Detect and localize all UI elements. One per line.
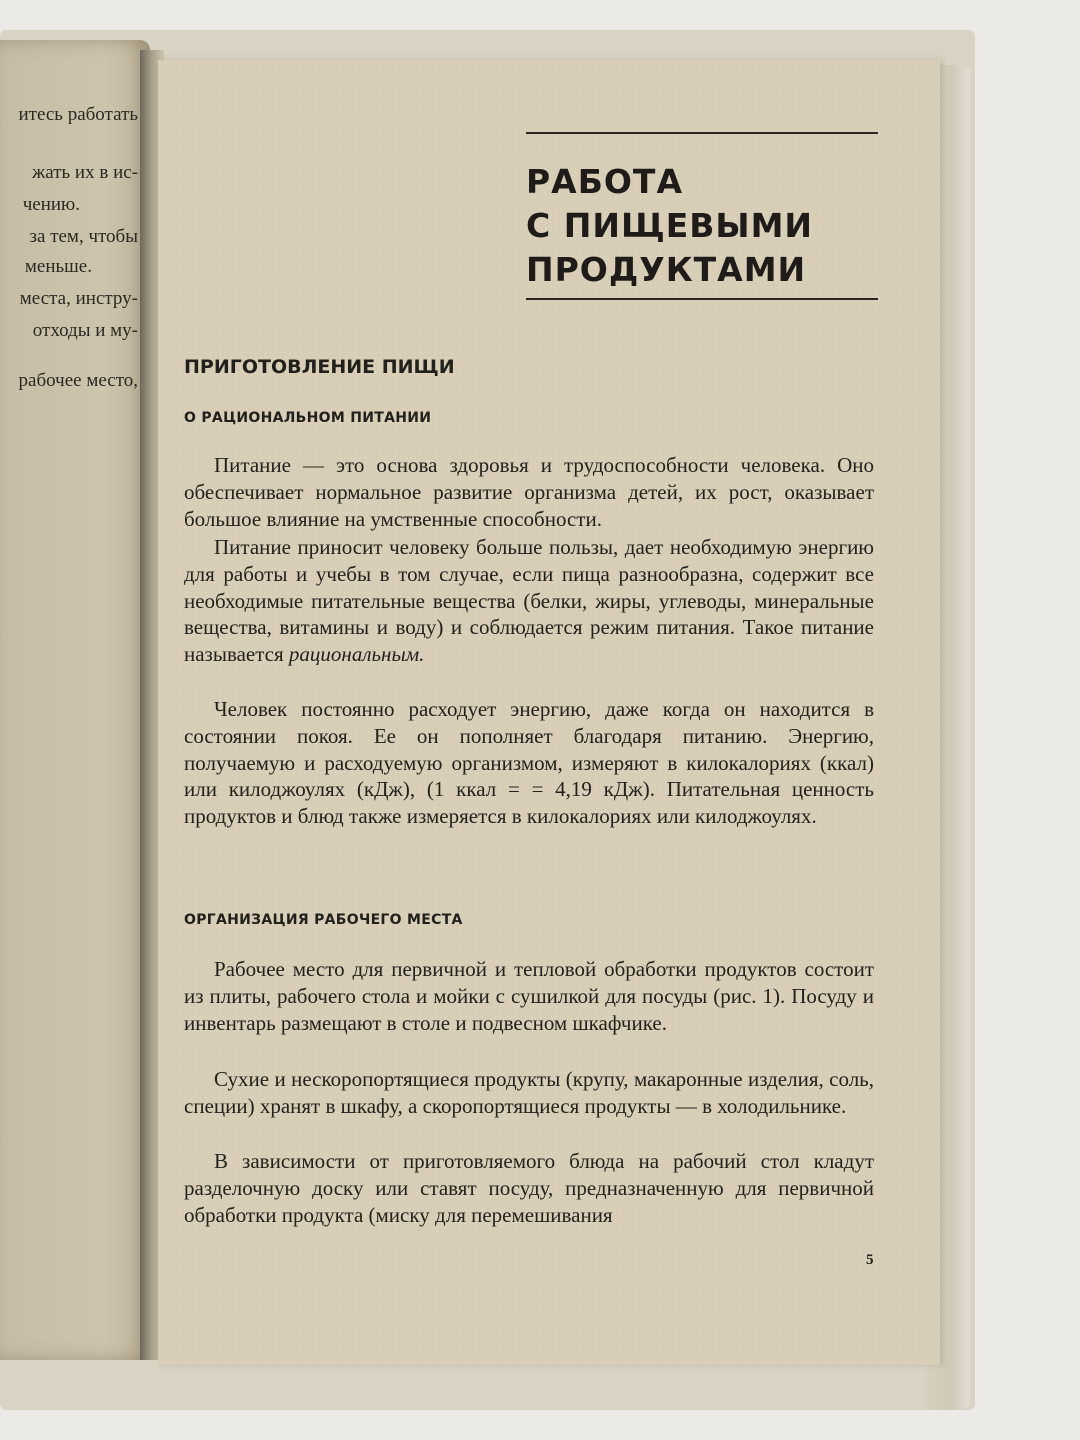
left-page [0,40,150,1360]
paragraph [184,452,874,532]
paragraph-text: Рабочее место для первичной и тепловой обработки продуктов состоит из плиты, рабочего стола и мойки с сушилкой для посуды (рис. 1). Посуду и инвентарь размещают в столе и подвесном шкафчике. [184,957,874,1035]
paragraph [184,1148,874,1228]
page-number: 5 [866,1252,874,1268]
paragraph [184,956,874,1036]
section-heading-rational-nutrition: О РАЦИОНАЛЬНОМ ПИТАНИИ [184,410,432,426]
left-page-line: итесь работать [18,104,138,125]
left-page-line: за тем, чтобы [29,226,138,247]
chapter-title-line: ПРОДУКТАМИ [526,250,807,289]
right-page [158,60,940,1365]
left-page-line: меньше. [24,256,92,277]
chapter-title [526,160,878,292]
paragraph-text: Питание — это основа здоровья и трудоспособности человека. Оно обеспечивает нормальное развитие организма детей, их рост, оказывает большое влияние на умственные способности. [184,453,874,531]
paragraph [184,534,874,668]
paragraph-text: Сухие и нескоропортящиеся продукты (крупу, макаронные изделия, соль, специи) хранят в шкафу, а скоропортящиеся продукты — в холодильнике. [184,1067,874,1118]
paragraph-text: Человек постоянно расходует энергию, даже когда он находится в состоянии покоя. Ее он пополняет благодаря питанию. Энергию, получаемую и расходуемую организмом, измеряют в килокалориях (ккал) или килоджоулях (кДж), (1 ккал = = 4,19 кДж). Питательная ценность продуктов и блюд также измеряется в килокалориях или килоджоулях. [184,697,874,829]
chapter-title-line: РАБОТА [526,162,683,201]
left-page-line: отходы и му- [32,320,138,341]
left-page-line: чению. [22,194,80,215]
emphasized-term: рациональным. [288,642,425,667]
paragraph-text-run: Питание приносит человеку больше пользы, дает необходимую энергию для работы и учебы в том случае, если пища разнообразна, содержит все необходимые питательные вещества (белки, жиры, углеводы, минеральные вещества, витамины и воду) и соблюдается режим питания. Такое питание называется [184,535,874,667]
left-page-line: жать их в ис- [32,162,138,183]
paragraph [184,1066,874,1120]
section-heading-workplace: ОРГАНИЗАЦИЯ РАБОЧЕГО МЕСТА [184,912,463,928]
left-page-line: места, инстру- [19,288,138,309]
paragraph-text [184,534,874,668]
paragraph-text: В зависимости от приготовляемого блюда на рабочий стол кладут разделочную доску или ставят посуду, предназначенную для первичной обработки продукта (миску для перемешивания [184,1149,874,1227]
chapter-title-block [526,132,878,300]
section-heading-food-preparation: ПРИГОТОВЛЕНИЕ ПИЩИ [184,356,455,378]
left-page-line: рабочее место, [18,370,138,391]
chapter-title-line: С ПИЩЕВЫМИ [526,206,814,245]
paragraph [184,696,874,830]
